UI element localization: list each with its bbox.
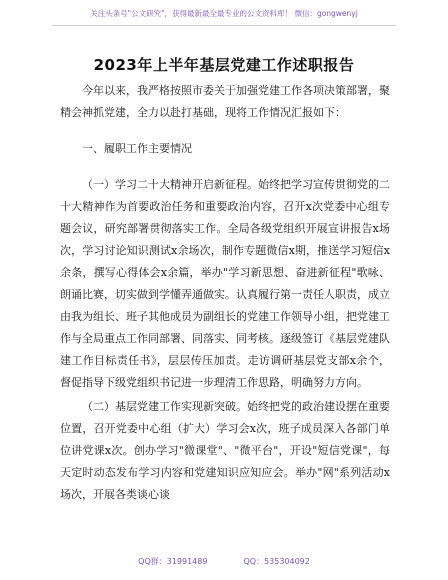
body-paragraph-1: （一）学习二十大精神开启新征程。始终把学习宣传贯彻党的二十大精神作为首要政治任务和重要政治内容，召开x次党委中心组专题会议，研究部署贯彻落实工作。全局各级党组织开展宣讲报告x场次，学习讨论知识测试x余场次，制作专题微信x期，推送学习短信x余条，撰写心得体会x余篇，举办"学习新思想、奋进新征程"歌咏、朗诵比赛，切实做到学懂弄通做实。认真履行第一责任人职责，成立由我为组长、班子其他成员为副组长的党建工作领导小组，把党建工作与全局重点工作同部署、同落实、同考核。逐级签订《基层党建队建工作目标责任书》，层层传压加责。走访调研基层党支部x余个，督促指导下级党组织书记进一步理清工作思路，明确努力方向。 [60, 178, 390, 389]
footer-contact [0, 556, 448, 567]
footer-qq: QQ：535304092 [243, 557, 310, 566]
footer-qq-group: QQ群：31991489 [138, 557, 208, 566]
body-paragraph-2: （二）基层党建工作实现新突破。始终把党的政治建设摆在重要位置，召开党委中心组（扩大）学习会x次，班子成员深入各部门单位讲党课x次。创办学习"微课堂"、"微平台"，开设"短信党课"，每天定时动态发布学习内容和党建知识应知应会。举办"网"系列活动x场次，开展各类谈心谈 [60, 400, 390, 501]
header-divider [52, 25, 396, 26]
document-title: 2023年上半年基层党建工作述职报告 [93, 56, 355, 74]
document-body [60, 80, 390, 508]
header-banner: 关注头条号"公文研究"，获得最新最全最专业的公文资料库！ 微信：gongwenyj [90, 9, 358, 18]
section-heading: 一、履职工作主要情况 [82, 142, 192, 155]
intro-paragraph: 今年以来，我严格按照市委关于加强党建工作各项决策部署，聚精会神抓党建，全力以赴打基础，现将工作情况汇报如下： [60, 84, 390, 119]
